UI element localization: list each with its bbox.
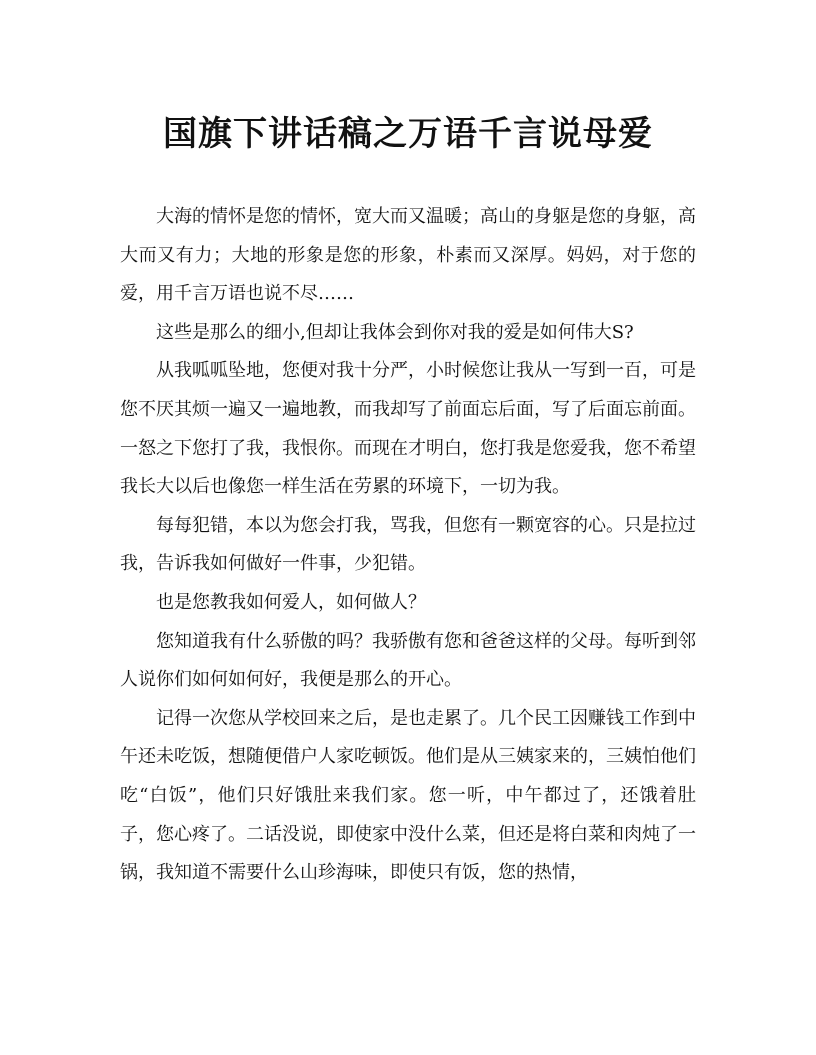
paragraph: 也是您教我如何爱人，如何做人？: [156, 591, 426, 613]
paragraph: 大海的情怀是您的情怀，宽大而又温暖；高山的身躯是您的身躯，高大而又有力；大地的形象是您的形象，朴素而又深厚。妈妈，对于您的爱，用千言万语也说不尽……: [120, 206, 696, 305]
paragraph: 从我呱呱坠地，您便对我十分严，小时候您让我从一写到一百，可是您不厌其烦一遍又一遍地教，而我却写了前面忘后面，写了后面忘前面。一怒之下您打了我，我恨你。而现在才明白，您打我是您爱我，您不希望我长大以后也像您一样生活在劳累的环境下，一切为我。: [120, 360, 696, 498]
paragraph: 您知道我有什么骄傲的吗？我骄傲有您和爸爸这样的父母。每听到邻人说你们如何如何好，我便是那么的开心。: [120, 630, 696, 691]
paragraph: 记得一次您从学校回来之后，是也走累了。几个民工因赚钱工作到中午还未吃饭，想随便借户人家吃顿饭。他们是从三姨家来的，三姨怕他们吃“白饭”，他们只好饿肚来我们家。您一听，中午都过了，还饿着肚子，您心疼了。二话没说，即使家中没什么菜，但还是将白菜和肉炖了一锅，我知道不需要什么山珍海味，即使只有饭，您的热情，: [120, 707, 696, 884]
paragraph: 每每犯错，本以为您会打我，骂我，但您有一颗宽容的心。只是拉过我，告诉我如何做好一件事，少犯错。: [120, 514, 696, 575]
paragraph: 这些是那么的细小,但却让我体会到你对我的爱是如何伟大S?: [156, 321, 634, 343]
document-title: 国旗下讲话稿之万语千言说母爱: [163, 114, 653, 154]
document-body: [120, 198, 696, 893]
